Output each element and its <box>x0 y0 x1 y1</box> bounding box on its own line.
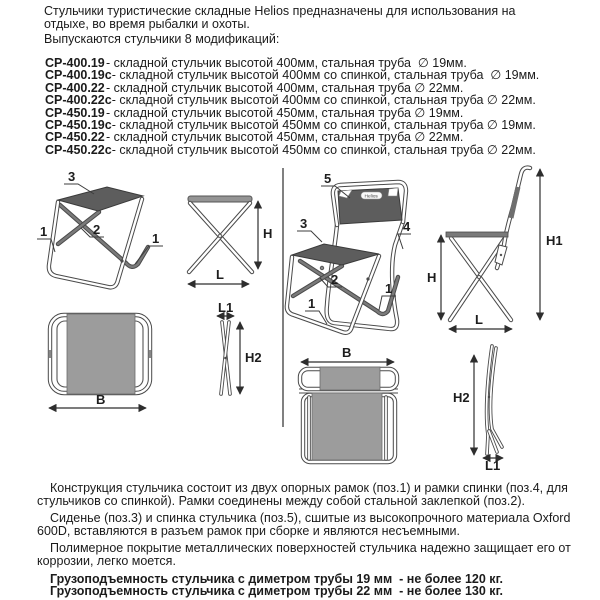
modifications-subtitle: Выпускаются стульчики 8 модификаций: <box>44 32 280 46</box>
chair-3d-diagram <box>287 171 411 333</box>
model-name: СР-450.19 <box>45 105 105 120</box>
seat-material-paragraph <box>37 512 571 537</box>
coating-paragraph <box>37 542 571 567</box>
stool-folded-top-view <box>49 314 150 408</box>
load-capacity-22mm: Грузоподъемность стульчика с диметром трубы 22 мм - не более 130 кг. <box>50 584 503 599</box>
dim-height-h: H <box>427 270 437 285</box>
chair-folded-side-view <box>453 346 503 473</box>
model-name: СР-450.19с <box>45 118 112 133</box>
body-line: стульчиков со спинкой). Рамки соединены между собой стальной заклепкой (поз.2). <box>37 493 525 508</box>
dim-folded-height-h2: H2 <box>245 350 262 365</box>
intro-paragraph <box>44 5 515 46</box>
callout-frame: 1 <box>385 281 393 296</box>
description-section <box>37 482 571 598</box>
body-line: Конструкция стульчика состоит из двух опорных рамок (поз.1) и рамки спинки (поз.4, для <box>50 481 568 495</box>
model-desc: - складной стульчик высотой 400мм со спинкой, стальная труба ∅ 19мм. <box>111 68 540 83</box>
callout-rivet: 2 <box>93 222 101 237</box>
chair-folded-front-view <box>299 345 398 462</box>
brand-logo: Helios <box>364 194 378 200</box>
load-capacity-19mm: Грузоподъемность стульчика с диметром трубы 19 мм - не более 120 кг. <box>50 571 503 586</box>
model-name: СР-400.19 <box>45 56 105 70</box>
callout-seat: 3 <box>68 169 76 184</box>
model-desc: - складной стульчик высотой 400мм со спинкой, стальная труба ∅ 22мм. <box>111 93 536 108</box>
dim-width-b: B <box>342 345 352 360</box>
dim-folded-height-h2: H2 <box>453 390 470 405</box>
model-name: СР-450.22с <box>45 142 112 157</box>
callout-frame: 1 <box>40 224 48 239</box>
body-line: Полимерное покрытие металлических поверхностей стульчика надежно защищает его от <box>50 541 571 556</box>
construction-paragraph <box>37 482 571 507</box>
model-desc: - складной стульчик высотой 400мм, стальная труба ∅ 19мм. <box>106 56 467 70</box>
model-desc: - складной стульчик высотой 450мм со спинкой, стальная труба ∅ 22мм. <box>111 142 536 157</box>
dim-width-b: B <box>96 392 106 407</box>
stool-folded-side-view <box>217 300 262 394</box>
model-list <box>45 57 539 156</box>
stool-front-view <box>188 196 272 284</box>
body-line: Сиденье (поз.3) и спинка стульчика (поз.5), сшитые из высокопрочного материала Oxford <box>50 511 571 526</box>
callout-frame: 1 <box>152 231 160 246</box>
dim-depth-l1: L1 <box>218 300 234 315</box>
dim-height-h: H <box>263 226 273 241</box>
model-name: СР-450.22 <box>45 130 105 145</box>
dim-total-height-h1: H1 <box>546 233 563 248</box>
dim-depth-l1: L1 <box>485 458 501 473</box>
model-desc: - складной стульчик высотой 450мм, стальная труба ∅ 22мм. <box>106 130 464 145</box>
callout-frame: 1 <box>308 296 316 311</box>
model-desc: - складной стульчик высотой 400мм, стальная труба ∅ 22мм. <box>106 80 464 95</box>
callout-rivet: 2 <box>331 272 339 287</box>
technical-diagrams <box>0 165 600 475</box>
model-desc: - складной стульчик высотой 450мм, стальная труба ∅ 19мм. <box>106 105 464 120</box>
body-line: 600D, вставляются в разъем рамок при сборке и являются несъемными. <box>37 523 461 538</box>
model-name: СР-400.22 <box>45 80 105 95</box>
callout-seat: 3 <box>300 216 308 231</box>
callout-back-frame: 4 <box>403 219 411 234</box>
chair-side-view <box>427 168 563 329</box>
model-name: СР-400.22с <box>45 93 112 108</box>
body-line: коррозии, легко моется. <box>37 553 176 568</box>
model-desc: - складной стульчик высотой 450мм со спинкой, стальная труба ∅ 19мм. <box>111 118 536 133</box>
intro-line: Стульчики туристические складные Helios предназначены для использования на <box>44 4 516 18</box>
dim-width-l: L <box>216 267 224 282</box>
dim-width-l: L <box>475 312 483 327</box>
stool-3d-diagram <box>37 169 163 287</box>
diagram-canvas <box>0 165 600 475</box>
model-row <box>45 144 539 156</box>
callout-backrest: 5 <box>324 171 332 186</box>
model-name: СР-400.19с <box>45 68 112 83</box>
intro-line: отдыхе, во время рыбалки и охоты. <box>44 17 250 31</box>
